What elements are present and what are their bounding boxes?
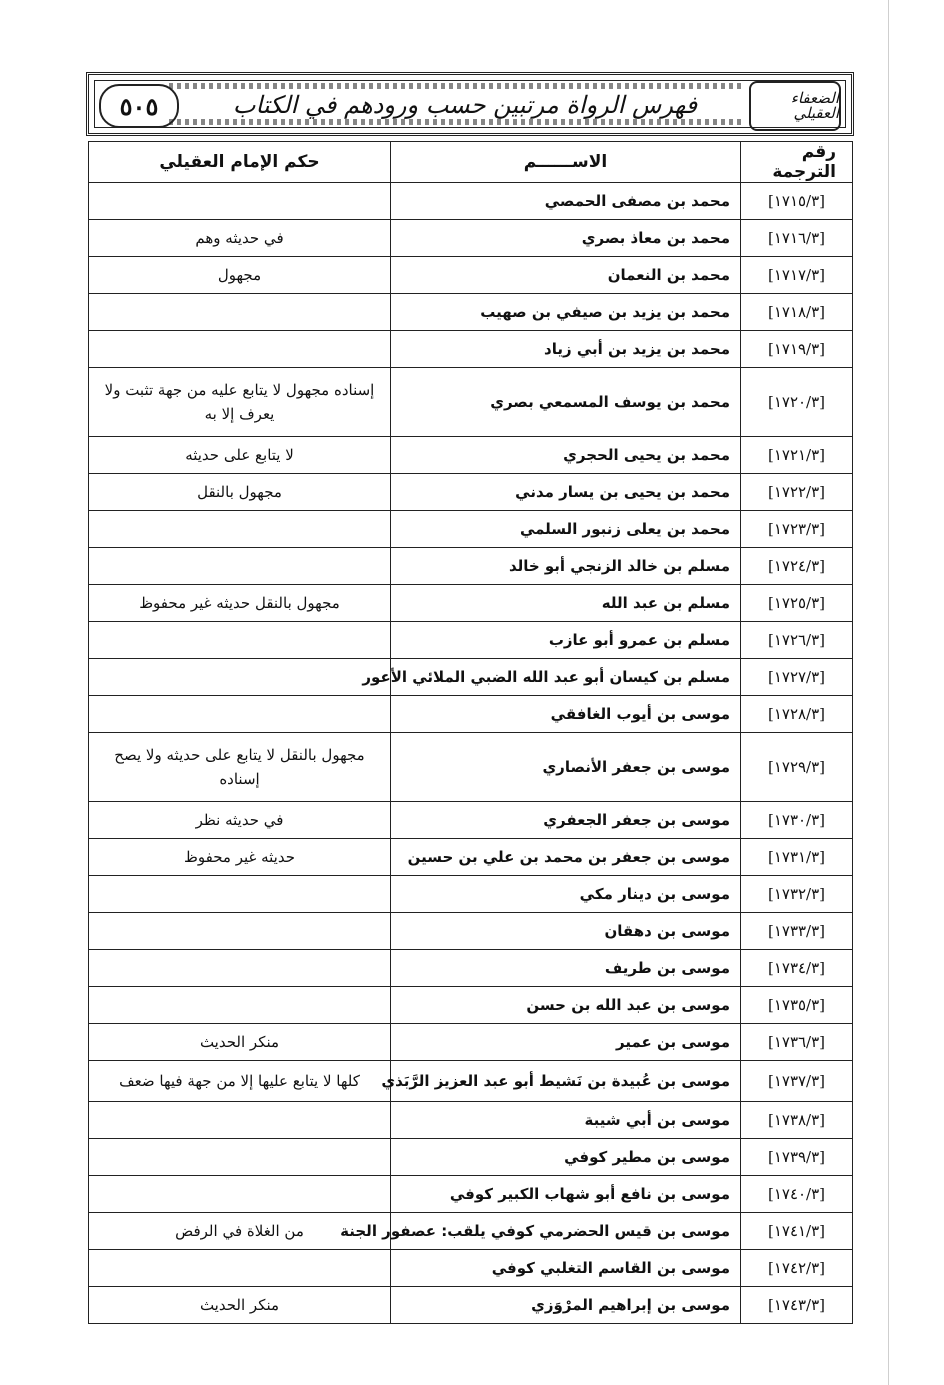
table-row xyxy=(89,733,853,802)
entry-number-cell: [١٧٣٣/٣] xyxy=(741,913,853,950)
entry-number-cell: [١٧٤١/٣] xyxy=(741,1213,853,1250)
ruling-cell: إسناده مجهول لا يتابع عليه من جهة تثبت ولا يعرف إلا به xyxy=(89,368,391,437)
narrator-name-cell: محمد بن مصفى الحمصي xyxy=(391,183,741,220)
narrator-name-cell: موسى بن عمير xyxy=(391,1024,741,1061)
ruling-cell: من الغلاة في الرفض xyxy=(89,1213,391,1250)
entry-number-cell: [١٧١٧/٣] xyxy=(741,257,853,294)
ruling-cell xyxy=(89,876,391,913)
entry-number-cell: [١٧١٦/٣] xyxy=(741,220,853,257)
table-row xyxy=(89,1213,853,1250)
ruling-cell xyxy=(89,1102,391,1139)
narrator-name-cell: محمد بن معاذ بصري xyxy=(391,220,741,257)
entry-number-cell: [١٧٤٠/٣] xyxy=(741,1176,853,1213)
narrator-name-cell: موسى بن عبد الله بن حسن xyxy=(391,987,741,1024)
table-row xyxy=(89,1061,853,1102)
table-row xyxy=(89,950,853,987)
entry-number-cell: [١٧٣٤/٣] xyxy=(741,950,853,987)
ruling-cell: في حديثه وهم xyxy=(89,220,391,257)
entry-number-cell: [١٧٢٣/٣] xyxy=(741,511,853,548)
narrator-name-cell: موسى بن أبي شيبة xyxy=(391,1102,741,1139)
entry-number-cell: [١٧٢٤/٣] xyxy=(741,548,853,585)
ruling-cell: في حديثه نظر xyxy=(89,802,391,839)
entry-number-cell: [١٧١٥/٣] xyxy=(741,183,853,220)
ruling-cell xyxy=(89,548,391,585)
table-row xyxy=(89,1139,853,1176)
ruling-cell xyxy=(89,950,391,987)
ruling-cell xyxy=(89,913,391,950)
column-header-name: الاســــــم xyxy=(391,142,741,183)
ruling-cell xyxy=(89,331,391,368)
entry-number-cell: [١٧٢٢/٣] xyxy=(741,474,853,511)
entry-number-cell: [١٧٢٨/٣] xyxy=(741,696,853,733)
running-title: فهرس الرواة مرتبين حسب ورودهم في الكتاب xyxy=(232,91,698,119)
entry-number-cell: [١٧٤٣/٣] xyxy=(741,1287,853,1324)
table-row xyxy=(89,548,853,585)
narrator-name-cell: مسلم بن خالد الزنجي أبو خالد xyxy=(391,548,741,585)
narrator-name-cell: موسى بن جعفر الجعفري xyxy=(391,802,741,839)
table-row xyxy=(89,1250,853,1287)
narrator-name-cell: موسى بن نافع أبو شهاب الكبير كوفي xyxy=(391,1176,741,1213)
entry-number-cell: [١٧٢٦/٣] xyxy=(741,622,853,659)
ruling-cell: مجهول بالنقل لا يتابع على حديثه ولا يصح إسناده xyxy=(89,733,391,802)
table-row xyxy=(89,1287,853,1324)
column-header-ruling: حكم الإمام العقيلي xyxy=(89,142,391,183)
entry-number-cell: [١٧٣٧/٣] xyxy=(741,1061,853,1102)
entry-number-cell: [١٧١٨/٣] xyxy=(741,294,853,331)
narrator-name-cell: محمد بن يحيى بن يسار مدني xyxy=(391,474,741,511)
ruling-cell: منكر الحديث xyxy=(89,1024,391,1061)
page-number: ٥٠٥ xyxy=(99,84,179,128)
ruling-cell: كلها لا يتابع عليها إلا من جهة فيها ضعف xyxy=(89,1061,391,1102)
entry-number-cell: [١٧٢٩/٣] xyxy=(741,733,853,802)
table-row xyxy=(89,511,853,548)
table-row xyxy=(89,696,853,733)
table-row xyxy=(89,987,853,1024)
narrator-name-cell: موسى بن عُبيدة بن نَشيط أبو عبد العزيز الرَّبَذي xyxy=(391,1061,741,1102)
ruling-cell: منكر الحديث xyxy=(89,1287,391,1324)
entry-number-cell: [١٧٢٥/٣] xyxy=(741,585,853,622)
narrator-name-cell: مسلم بن عبد الله xyxy=(391,585,741,622)
page-edge-line xyxy=(888,0,889,1385)
narrator-name-cell: موسى بن دهقان xyxy=(391,913,741,950)
ruling-cell xyxy=(89,294,391,331)
narrator-name-cell: موسى بن القاسم التغلبي كوفي xyxy=(391,1250,741,1287)
narrator-name-cell: موسى بن إبراهيم المرْوَزي xyxy=(391,1287,741,1324)
ruling-cell xyxy=(89,183,391,220)
narrator-name-cell: موسى بن أيوب الغافقي xyxy=(391,696,741,733)
ruling-cell xyxy=(89,696,391,733)
narrator-name-cell: مسلم بن كيسان أبو عبد الله الضبي الملائي الأعور xyxy=(391,659,741,696)
ruling-cell xyxy=(89,1139,391,1176)
ruling-cell xyxy=(89,987,391,1024)
table-body xyxy=(89,183,853,1324)
table-header-row xyxy=(89,142,853,183)
narrator-name-cell: موسى بن قيس الحضرمي كوفي يلقب: عصفور الجنة xyxy=(391,1213,741,1250)
table-row xyxy=(89,257,853,294)
narrator-name-cell: محمد بن يحيى الحجري xyxy=(391,437,741,474)
entry-number-cell: [١٧٣٨/٣] xyxy=(741,1102,853,1139)
ruling-cell xyxy=(89,659,391,696)
table-row xyxy=(89,368,853,437)
entry-number-cell: [١٧٢١/٣] xyxy=(741,437,853,474)
table-row xyxy=(89,876,853,913)
narrator-name-cell: محمد بن النعمان xyxy=(391,257,741,294)
entry-number-cell: [١٧٢٠/٣] xyxy=(741,368,853,437)
ruling-cell xyxy=(89,1250,391,1287)
narrator-name-cell: محمد بن يعلى زنبور السلمي xyxy=(391,511,741,548)
ruling-cell: مجهول بالنقل xyxy=(89,474,391,511)
entry-number-cell: [١٧٢٧/٣] xyxy=(741,659,853,696)
narrator-name-cell: محمد بن يزيد بن صيفي بن صهيب xyxy=(391,294,741,331)
ruling-cell: مجهول xyxy=(89,257,391,294)
entry-number-cell: [١٧٣٥/٣] xyxy=(741,987,853,1024)
ruling-cell: مجهول بالنقل حديثه غير محفوظ xyxy=(89,585,391,622)
table-row xyxy=(89,585,853,622)
narrator-name-cell: موسى بن جعفر بن محمد بن علي بن حسين xyxy=(391,839,741,876)
ruling-cell: لا يتابع على حديثه xyxy=(89,437,391,474)
table-row xyxy=(89,1176,853,1213)
column-header-number: رقم الترجمة xyxy=(741,142,853,183)
table-row xyxy=(89,437,853,474)
ruling-cell xyxy=(89,511,391,548)
table-row xyxy=(89,659,853,696)
narrator-name-cell: موسى بن مطير كوفي xyxy=(391,1139,741,1176)
ruling-cell xyxy=(89,622,391,659)
table-row xyxy=(89,183,853,220)
narrators-index-table xyxy=(88,141,853,1324)
entry-number-cell: [١٧٣٠/٣] xyxy=(741,802,853,839)
table-row xyxy=(89,1024,853,1061)
table-row xyxy=(89,802,853,839)
table-row xyxy=(89,839,853,876)
ruling-cell xyxy=(89,1176,391,1213)
narrator-name-cell: مسلم بن عمرو أبو عازب xyxy=(391,622,741,659)
table-row xyxy=(89,331,853,368)
entry-number-cell: [١٧٣٦/٣] xyxy=(741,1024,853,1061)
table-row xyxy=(89,294,853,331)
entry-number-cell: [١٧١٩/٣] xyxy=(741,331,853,368)
narrator-name-cell: محمد بن يوسف المسمعي بصري xyxy=(391,368,741,437)
table-row xyxy=(89,474,853,511)
entry-number-cell: [١٧٣٩/٣] xyxy=(741,1139,853,1176)
narrator-name-cell: محمد بن يزيد بن أبي زياد xyxy=(391,331,741,368)
page-header xyxy=(86,72,854,136)
narrator-name-cell: موسى بن جعفر الأنصاري xyxy=(391,733,741,802)
table-row xyxy=(89,622,853,659)
narrator-name-cell: موسى بن دينار مكي xyxy=(391,876,741,913)
table-row xyxy=(89,913,853,950)
table-row xyxy=(89,1102,853,1139)
entry-number-cell: [١٧٣١/٣] xyxy=(741,839,853,876)
narrator-name-cell: موسى بن طريف xyxy=(391,950,741,987)
entry-number-cell: [١٧٤٢/٣] xyxy=(741,1250,853,1287)
book-logo: الضعفاء العقيلي xyxy=(749,81,841,131)
entry-number-cell: [١٧٣٢/٣] xyxy=(741,876,853,913)
ruling-cell: حديثه غير محفوظ xyxy=(89,839,391,876)
table-row xyxy=(89,220,853,257)
